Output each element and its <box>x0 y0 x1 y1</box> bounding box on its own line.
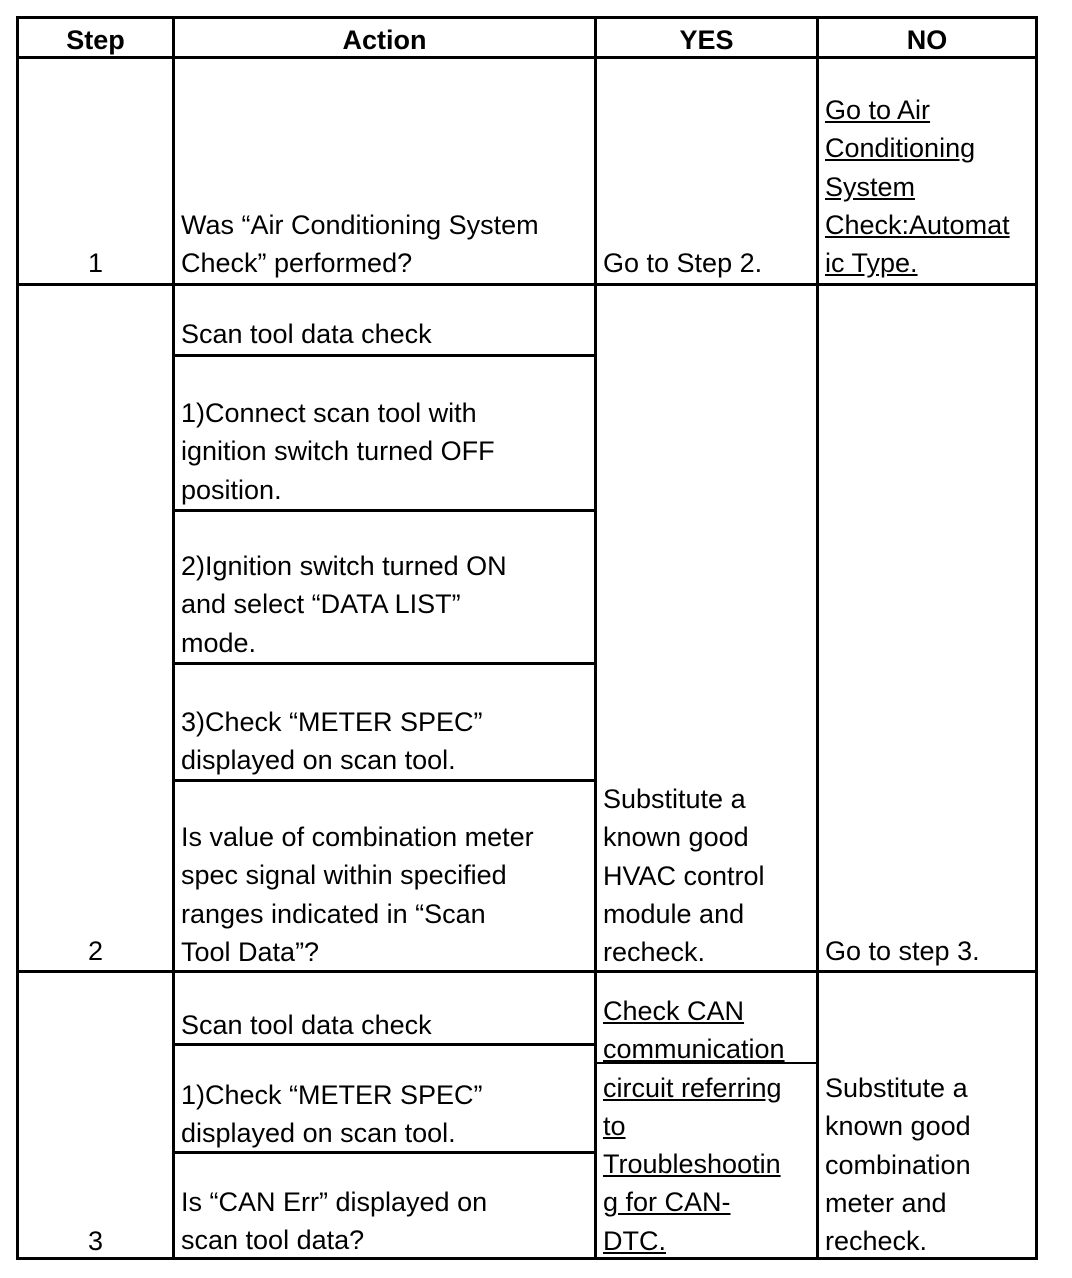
row3-step: 3 <box>87 1226 104 1256</box>
row3-no: Substitute a known good combination meter and recheck. <box>825 1073 971 1257</box>
troubleshooting-table <box>16 16 1038 1260</box>
row1-no-link[interactable]: Go to Air Conditioning System Check:Automat ic Type. <box>825 95 1010 279</box>
row3-action-1: Scan tool data check <box>181 1010 432 1040</box>
row1-yes: Go to Step 2. <box>603 248 763 278</box>
header-no: NO <box>906 25 948 55</box>
column-divider <box>594 19 597 1257</box>
row2-action-4: 3)Check “METER SPEC” displayed on scan tool. <box>181 707 483 776</box>
row1-step: 1 <box>87 248 104 278</box>
row3-yes-link[interactable]: Check CAN communication circuit referring to Troubleshootin g for CAN- DTC. <box>603 996 785 1256</box>
column-divider <box>816 19 819 1257</box>
row2-yes: Substitute a known good HVAC control module and recheck. <box>603 784 765 968</box>
row2-action-5: Is value of combination meter spec signal within specified ranges indicated in “Scan Tool Data”? <box>181 822 534 967</box>
action-subdivider <box>175 509 594 512</box>
action-subdivider <box>175 662 594 665</box>
row3-action-2: 1)Check “METER SPEC” displayed on scan tool. <box>181 1080 483 1149</box>
row2-no: Go to step 3. <box>825 936 980 966</box>
row3-action-3: Is “CAN Err” displayed on scan tool data? <box>181 1187 488 1256</box>
column-divider <box>172 19 175 1257</box>
row1-action: Was “Air Conditioning System Check” performed? <box>181 210 539 279</box>
row2-step: 2 <box>87 936 104 966</box>
row2-action-3: 2)Ignition switch turned ON and select “DATA LIST” mode. <box>181 551 507 658</box>
action-subdivider <box>175 354 594 357</box>
row-divider <box>19 283 1035 286</box>
header-step: Step <box>66 25 125 55</box>
row2-action-1: Scan tool data check <box>181 319 432 349</box>
row2-action-2: 1)Connect scan tool with ignition switch turned OFF position. <box>181 398 495 505</box>
header-action: Action <box>342 25 427 55</box>
header-yes: YES <box>679 25 734 55</box>
